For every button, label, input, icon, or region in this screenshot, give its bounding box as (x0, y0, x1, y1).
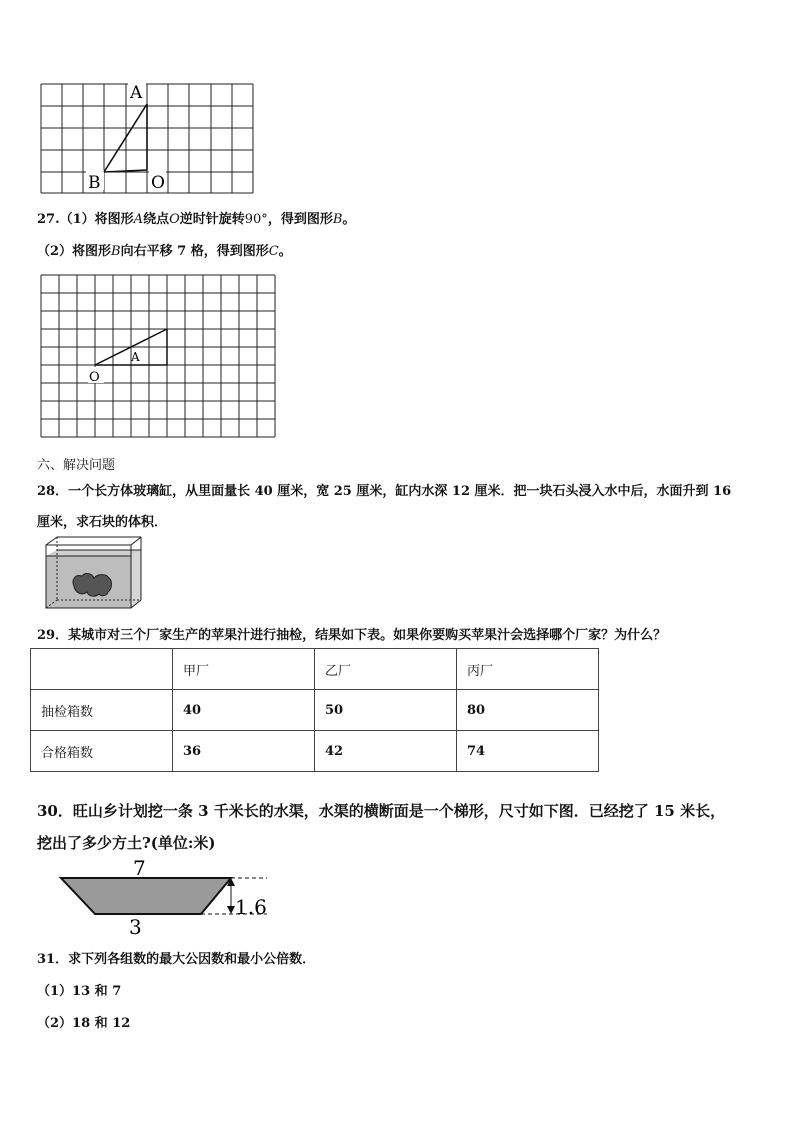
table-header-cell: 乙厂 (315, 649, 457, 690)
q27-line2-var-b: B (111, 244, 121, 259)
q28-line1: 28．一个长方体玻璃缸，从里面量长 40 厘米，宽 25 厘米，缸内水深 12 厘米．把一块石头浸入水中后，水面升到 16 (37, 484, 732, 499)
table-row (31, 731, 599, 772)
q27-line1-mid3: ，得到图形 (267, 212, 333, 227)
q27-line2-prefix: （2）将图形 (37, 244, 112, 259)
table-cell: 抽检箱数 (31, 690, 173, 731)
translation-grid-lines (41, 275, 275, 437)
label-b: B (88, 173, 101, 193)
q29-text: 29．某城市对三个厂家生产的苹果汁进行抽检，结果如下表。如果你要购买苹果汁会选择哪个厂家？为什么？ (37, 628, 667, 643)
q27-line2 (37, 240, 292, 259)
glass-tank-figure (40, 534, 146, 612)
table-header-row (31, 649, 599, 690)
table-cell: 74 (457, 731, 599, 772)
label-a: A (130, 83, 143, 103)
q27-line1-prefix: 27.（1）将图形 (37, 212, 134, 227)
table-header-cell: 甲厂 (173, 649, 315, 690)
q27-line1-end: 。 (342, 212, 356, 227)
q27-line2-end: 。 (278, 244, 292, 259)
q27-line2-mid: 向右平移 7 格，得到图形 (120, 244, 269, 259)
table-cell: 合格箱数 (31, 731, 173, 772)
q27-degree: 90° (244, 212, 268, 227)
water-side (131, 550, 141, 608)
trapezoid-figure (55, 856, 285, 936)
q27-var-o: O (169, 212, 180, 227)
trapezoid-shape (61, 878, 231, 914)
height-label: 1.6 (235, 895, 267, 919)
q27-line1-mid2: 逆时针旋转 (179, 212, 245, 227)
top-base-label: 7 (133, 856, 146, 880)
table-header-cell (31, 649, 173, 690)
translation-grid-figure (38, 272, 278, 440)
q30-line2: 挖出了多少方土?(单位:米) (37, 834, 216, 852)
section-title: 六、解决问题 (37, 458, 116, 473)
q30-line1: 30．旺山乡计划挖一条 3 千米长的水渠，水渠的横断面是一个梯形，尺寸如下图．已经挖了 15 米长， (37, 802, 726, 820)
q27-var-a: A (133, 212, 144, 227)
label-o-translation: O (89, 370, 100, 385)
bottom-base-label: 3 (129, 915, 142, 936)
q27-line1-mid1: 绕点 (143, 212, 170, 227)
table-cell: 36 (173, 731, 315, 772)
apple-juice-table (30, 648, 599, 772)
table-cell: 80 (457, 690, 599, 731)
rotation-grid-figure (38, 80, 258, 196)
q27-line1 (37, 208, 355, 227)
table-row (31, 690, 599, 731)
table-cell: 50 (315, 690, 457, 731)
q31-item1: （1）13 和 7 (37, 984, 122, 999)
table-cell: 42 (315, 731, 457, 772)
q31-item2: （2）18 和 12 (37, 1016, 131, 1031)
q31-text: 31．求下列各组数的最大公因数和最小公倍数． (37, 952, 316, 967)
q27-var-c: C (268, 244, 279, 259)
table-cell: 40 (173, 690, 315, 731)
table-header-cell: 丙厂 (457, 649, 599, 690)
stone-icon (73, 574, 112, 597)
label-a-translation: A (131, 350, 140, 364)
water-surface (46, 550, 141, 556)
q27-var-b: B (332, 212, 343, 227)
label-o: O (151, 173, 165, 193)
q28-line2: 厘米，求石块的体积． (37, 515, 168, 530)
